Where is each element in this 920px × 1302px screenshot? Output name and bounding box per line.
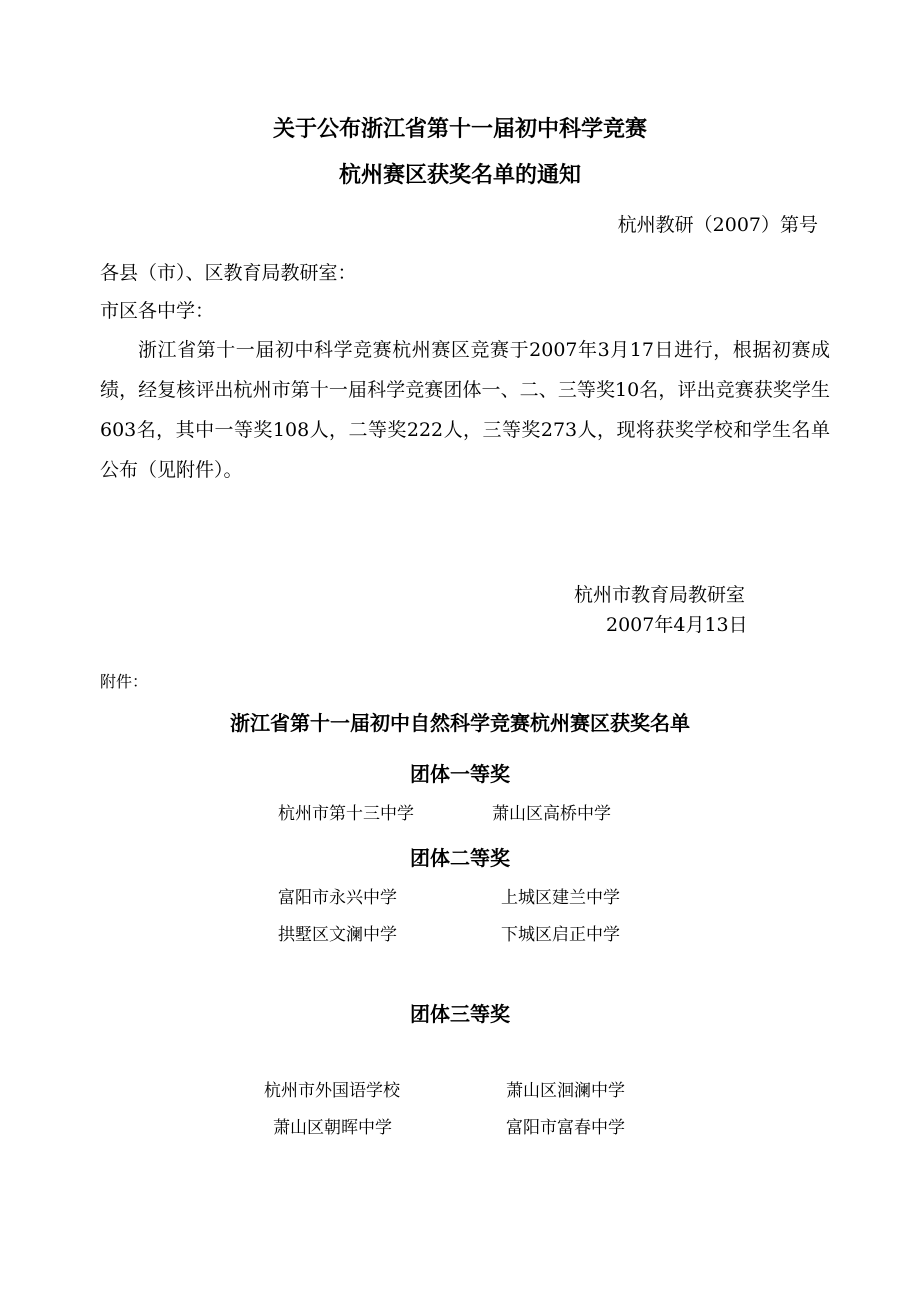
school-name: 上城区建兰中学 (501, 888, 620, 908)
school-name: 富阳市永兴中学 (278, 888, 397, 908)
award-heading-second: 团体二等奖 (410, 846, 510, 870)
notice-title-line2: 杭州赛区获奖名单的通知 (338, 162, 581, 188)
award-heading-third: 团体三等奖 (410, 1002, 510, 1026)
award-list-title: 浙江省第十一届初中自然科学竞赛杭州赛区获奖名单 (230, 711, 690, 735)
signature-date: 2007年4月13日 (606, 614, 748, 636)
school-name: 萧山区洄澜中学 (506, 1081, 625, 1101)
school-name: 下城区启正中学 (501, 925, 620, 945)
notice-title-line1: 关于公布浙江省第十一届初中科学竞赛 (272, 116, 647, 142)
addressee-line2: 市区各中学： (100, 300, 215, 322)
school-name: 杭州市第十三中学 (278, 804, 414, 824)
school-name: 杭州市外国语学校 (264, 1081, 400, 1101)
award-heading-first: 团体一等奖 (410, 762, 510, 786)
school-name: 富阳市富春中学 (506, 1118, 625, 1138)
signature-organization: 杭州市教育局教研室 (574, 584, 746, 606)
document-number: 杭州教研（2007）第号 (617, 214, 818, 236)
school-name: 萧山区高桥中学 (492, 804, 611, 824)
addressee-line1: 各县（市）、区教育局教研室： (100, 262, 357, 284)
school-name: 萧山区朝晖中学 (273, 1118, 392, 1138)
notice-body-paragraph: 浙江省第十一届初中科学竞赛杭州赛区竞赛于2007年3月17日进行，根据初赛成绩，经复核评出杭州市第十一届科学竞赛团体一、二、三等奖10名，评出竞赛获奖学生603名，其中一等奖108人，二等奖222人，三等奖273人，现将获奖学校和学生名单公布（见附件）。 (100, 339, 830, 481)
school-name: 拱墅区文澜中学 (278, 925, 397, 945)
attachment-label: 附件： (100, 672, 149, 691)
